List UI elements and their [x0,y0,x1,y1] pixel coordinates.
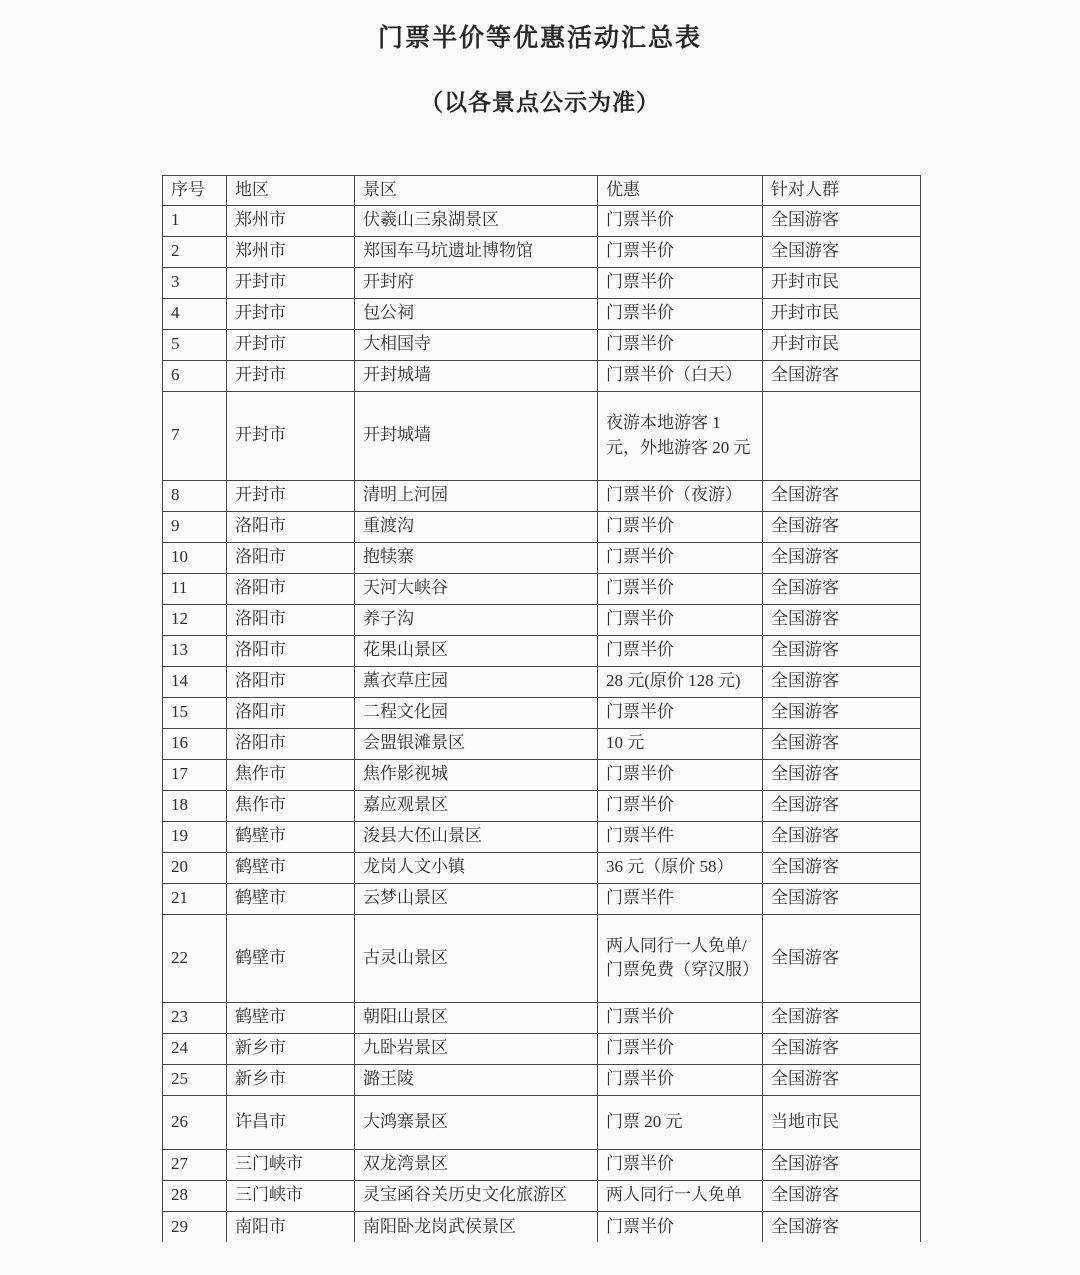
table-row [163,604,921,635]
cell-audience: 全国游客 [763,511,921,542]
cell-spot: 大鸿寨景区 [355,1095,598,1149]
table-row [163,759,921,790]
cell-audience: 全国游客 [763,1149,921,1180]
cell-discount: 门票半价 [598,573,763,604]
cell-no: 27 [163,1149,227,1180]
cell-audience: 全国游客 [763,542,921,573]
cell-spot: 灵宝函谷关历史文化旅游区 [355,1180,598,1211]
cell-region: 洛阳市 [227,697,355,728]
cell-spot: 伏羲山三泉湖景区 [355,205,598,236]
table-row [163,236,921,267]
cell-no: 10 [163,542,227,573]
page-title: 门票半价等优惠活动汇总表 [377,25,702,52]
cell-no: 9 [163,511,227,542]
cell-spot: 潞王陵 [355,1064,598,1095]
cell-discount: 门票半价 [598,1149,763,1180]
cell-spot: 开封府 [355,267,598,298]
cell-discount: 门票半价 [598,329,763,360]
cell-audience: 全国游客 [763,852,921,883]
table-row [163,1095,921,1149]
cell-no: 7 [163,391,227,480]
table-row [163,542,921,573]
cell-discount: 门票半价 [598,697,763,728]
cell-no: 1 [163,205,227,236]
cell-discount: 门票 20 元 [598,1095,763,1149]
cell-audience: 全国游客 [763,790,921,821]
cell-discount: 两人同行一人免单/门票免费（穿汉服） [598,914,763,1002]
cell-no: 2 [163,236,227,267]
cell-audience: 全国游客 [763,635,921,666]
cell-audience: 全国游客 [763,604,921,635]
cell-discount: 门票半价 [598,1064,763,1095]
cell-discount: 门票半价 [598,511,763,542]
table-row [163,391,921,480]
table-row [163,205,921,236]
cell-region: 开封市 [227,329,355,360]
cell-discount: 门票半件 [598,883,763,914]
cell-region: 洛阳市 [227,666,355,697]
cell-no: 5 [163,329,227,360]
table-row [163,697,921,728]
cell-discount: 两人同行一人免单 [598,1180,763,1211]
column-header-no: 序号 [163,176,227,206]
cell-spot: 九卧岩景区 [355,1033,598,1064]
cell-spot: 抱犊寨 [355,542,598,573]
cell-audience: 全国游客 [763,360,921,391]
summary-table-container [162,175,920,1242]
cell-no: 20 [163,852,227,883]
cell-discount: 门票半价 [598,298,763,329]
table-row [163,1064,921,1095]
table-row [163,360,921,391]
cell-discount: 门票半件 [598,821,763,852]
cell-audience: 全国游客 [763,573,921,604]
cell-spot: 焦作影视城 [355,759,598,790]
cell-spot: 云梦山景区 [355,883,598,914]
cell-spot: 浚县大伾山景区 [355,821,598,852]
cell-no: 23 [163,1002,227,1033]
page-subtitle: （以各景点公示为准） [420,90,660,115]
cell-spot: 嘉应观景区 [355,790,598,821]
cell-audience: 全国游客 [763,1033,921,1064]
cell-region: 开封市 [227,360,355,391]
cell-no: 24 [163,1033,227,1064]
cell-no: 6 [163,360,227,391]
cell-no: 11 [163,573,227,604]
cell-no: 26 [163,1095,227,1149]
column-header-discount: 优惠 [598,176,763,206]
cell-discount: 门票半价 [598,205,763,236]
cell-discount: 门票半价 [598,1002,763,1033]
table-row [163,298,921,329]
cell-audience: 全国游客 [763,1064,921,1095]
cell-no: 4 [163,298,227,329]
cell-audience: 开封市民 [763,298,921,329]
cell-region: 鹤壁市 [227,883,355,914]
table-row [163,573,921,604]
table-row [163,1211,921,1242]
cell-audience: 全国游客 [763,914,921,1002]
cell-spot: 开封城墙 [355,391,598,480]
cell-region: 新乡市 [227,1033,355,1064]
cell-audience: 全国游客 [763,1002,921,1033]
table-row [163,852,921,883]
cell-audience: 全国游客 [763,480,921,511]
cell-spot: 会盟银滩景区 [355,728,598,759]
cell-discount: 门票半价 [598,1033,763,1064]
cell-region: 洛阳市 [227,604,355,635]
table-row [163,1002,921,1033]
table-row [163,480,921,511]
cell-discount: 夜游本地游客 1 元，外地游客 20 元 [598,391,763,480]
cell-spot: 双龙湾景区 [355,1149,598,1180]
table-row [163,728,921,759]
cell-region: 鹤壁市 [227,852,355,883]
cell-no: 3 [163,267,227,298]
cell-region: 南阳市 [227,1211,355,1242]
cell-region: 开封市 [227,480,355,511]
cell-region: 洛阳市 [227,635,355,666]
cell-spot: 郑国车马坑遗址博物馆 [355,236,598,267]
cell-spot: 朝阳山景区 [355,1002,598,1033]
cell-spot: 清明上河园 [355,480,598,511]
column-header-region: 地区 [227,176,355,206]
column-header-audience: 针对人群 [763,176,921,206]
cell-no: 25 [163,1064,227,1095]
cell-no: 19 [163,821,227,852]
table-row [163,267,921,298]
cell-audience: 全国游客 [763,728,921,759]
cell-no: 18 [163,790,227,821]
cell-audience: 全国游客 [763,205,921,236]
cell-audience [763,391,921,480]
cell-spot: 南阳卧龙岗武侯景区 [355,1211,598,1242]
cell-audience: 全国游客 [763,821,921,852]
cell-discount: 门票半价 [598,1211,763,1242]
table-row [163,511,921,542]
cell-region: 开封市 [227,267,355,298]
cell-discount: 10 元 [598,728,763,759]
cell-discount: 门票半价 [598,604,763,635]
table-row [163,1180,921,1211]
cell-region: 焦作市 [227,790,355,821]
cell-audience: 全国游客 [763,1211,921,1242]
cell-region: 洛阳市 [227,728,355,759]
cell-audience: 全国游客 [763,759,921,790]
cell-no: 21 [163,883,227,914]
table-row [163,821,921,852]
cell-region: 鹤壁市 [227,821,355,852]
cell-discount: 门票半价（白天） [598,360,763,391]
cell-audience: 全国游客 [763,697,921,728]
cell-region: 新乡市 [227,1064,355,1095]
cell-region: 三门峡市 [227,1180,355,1211]
cell-audience: 全国游客 [763,666,921,697]
cell-discount: 门票半价 [598,267,763,298]
cell-audience: 开封市民 [763,329,921,360]
table-header-row [163,176,921,206]
cell-audience: 全国游客 [763,1180,921,1211]
cell-region: 开封市 [227,391,355,480]
column-header-spot: 景区 [355,176,598,206]
cell-spot: 花果山景区 [355,635,598,666]
cell-no: 29 [163,1211,227,1242]
cell-region: 焦作市 [227,759,355,790]
cell-spot: 开封城墙 [355,360,598,391]
cell-discount: 门票半价 [598,236,763,267]
cell-discount: 36 元（原价 58） [598,852,763,883]
cell-region: 鹤壁市 [227,914,355,1002]
cell-spot: 包公祠 [355,298,598,329]
cell-spot: 天河大峡谷 [355,573,598,604]
cell-region: 洛阳市 [227,542,355,573]
cell-no: 22 [163,914,227,1002]
cell-no: 14 [163,666,227,697]
cell-region: 鹤壁市 [227,1002,355,1033]
table-row [163,790,921,821]
cell-discount: 28 元(原价 128 元) [598,666,763,697]
cell-discount: 门票半价 [598,635,763,666]
cell-audience: 全国游客 [763,883,921,914]
cell-discount: 门票半价 [598,759,763,790]
cell-no: 13 [163,635,227,666]
table-row [163,1033,921,1064]
cell-spot: 大相国寺 [355,329,598,360]
cell-spot: 薰衣草庄园 [355,666,598,697]
cell-spot: 二程文化园 [355,697,598,728]
cell-audience: 开封市民 [763,267,921,298]
cell-discount: 门票半价 [598,542,763,573]
table-head [163,176,921,206]
cell-audience: 全国游客 [763,236,921,267]
cell-no: 15 [163,697,227,728]
cell-discount: 门票半价 [598,790,763,821]
table-row [163,914,921,1002]
table-row [163,635,921,666]
cell-no: 28 [163,1180,227,1211]
cell-no: 17 [163,759,227,790]
cell-region: 洛阳市 [227,511,355,542]
table-body [163,205,921,1242]
cell-no: 16 [163,728,227,759]
cell-region: 开封市 [227,298,355,329]
cell-spot: 龙岗人文小镇 [355,852,598,883]
table-row [163,329,921,360]
cell-region: 三门峡市 [227,1149,355,1180]
cell-spot: 古灵山景区 [355,914,598,1002]
cell-region: 郑州市 [227,236,355,267]
table-row [163,883,921,914]
cell-no: 8 [163,480,227,511]
cell-spot: 重渡沟 [355,511,598,542]
cell-spot: 养子沟 [355,604,598,635]
table-row [163,666,921,697]
cell-audience: 当地市民 [763,1095,921,1149]
cell-discount: 门票半价（夜游） [598,480,763,511]
cell-region: 郑州市 [227,205,355,236]
table-row [163,1149,921,1180]
cell-no: 12 [163,604,227,635]
discount-summary-table [162,175,921,1242]
cell-region: 洛阳市 [227,573,355,604]
cell-region: 许昌市 [227,1095,355,1149]
